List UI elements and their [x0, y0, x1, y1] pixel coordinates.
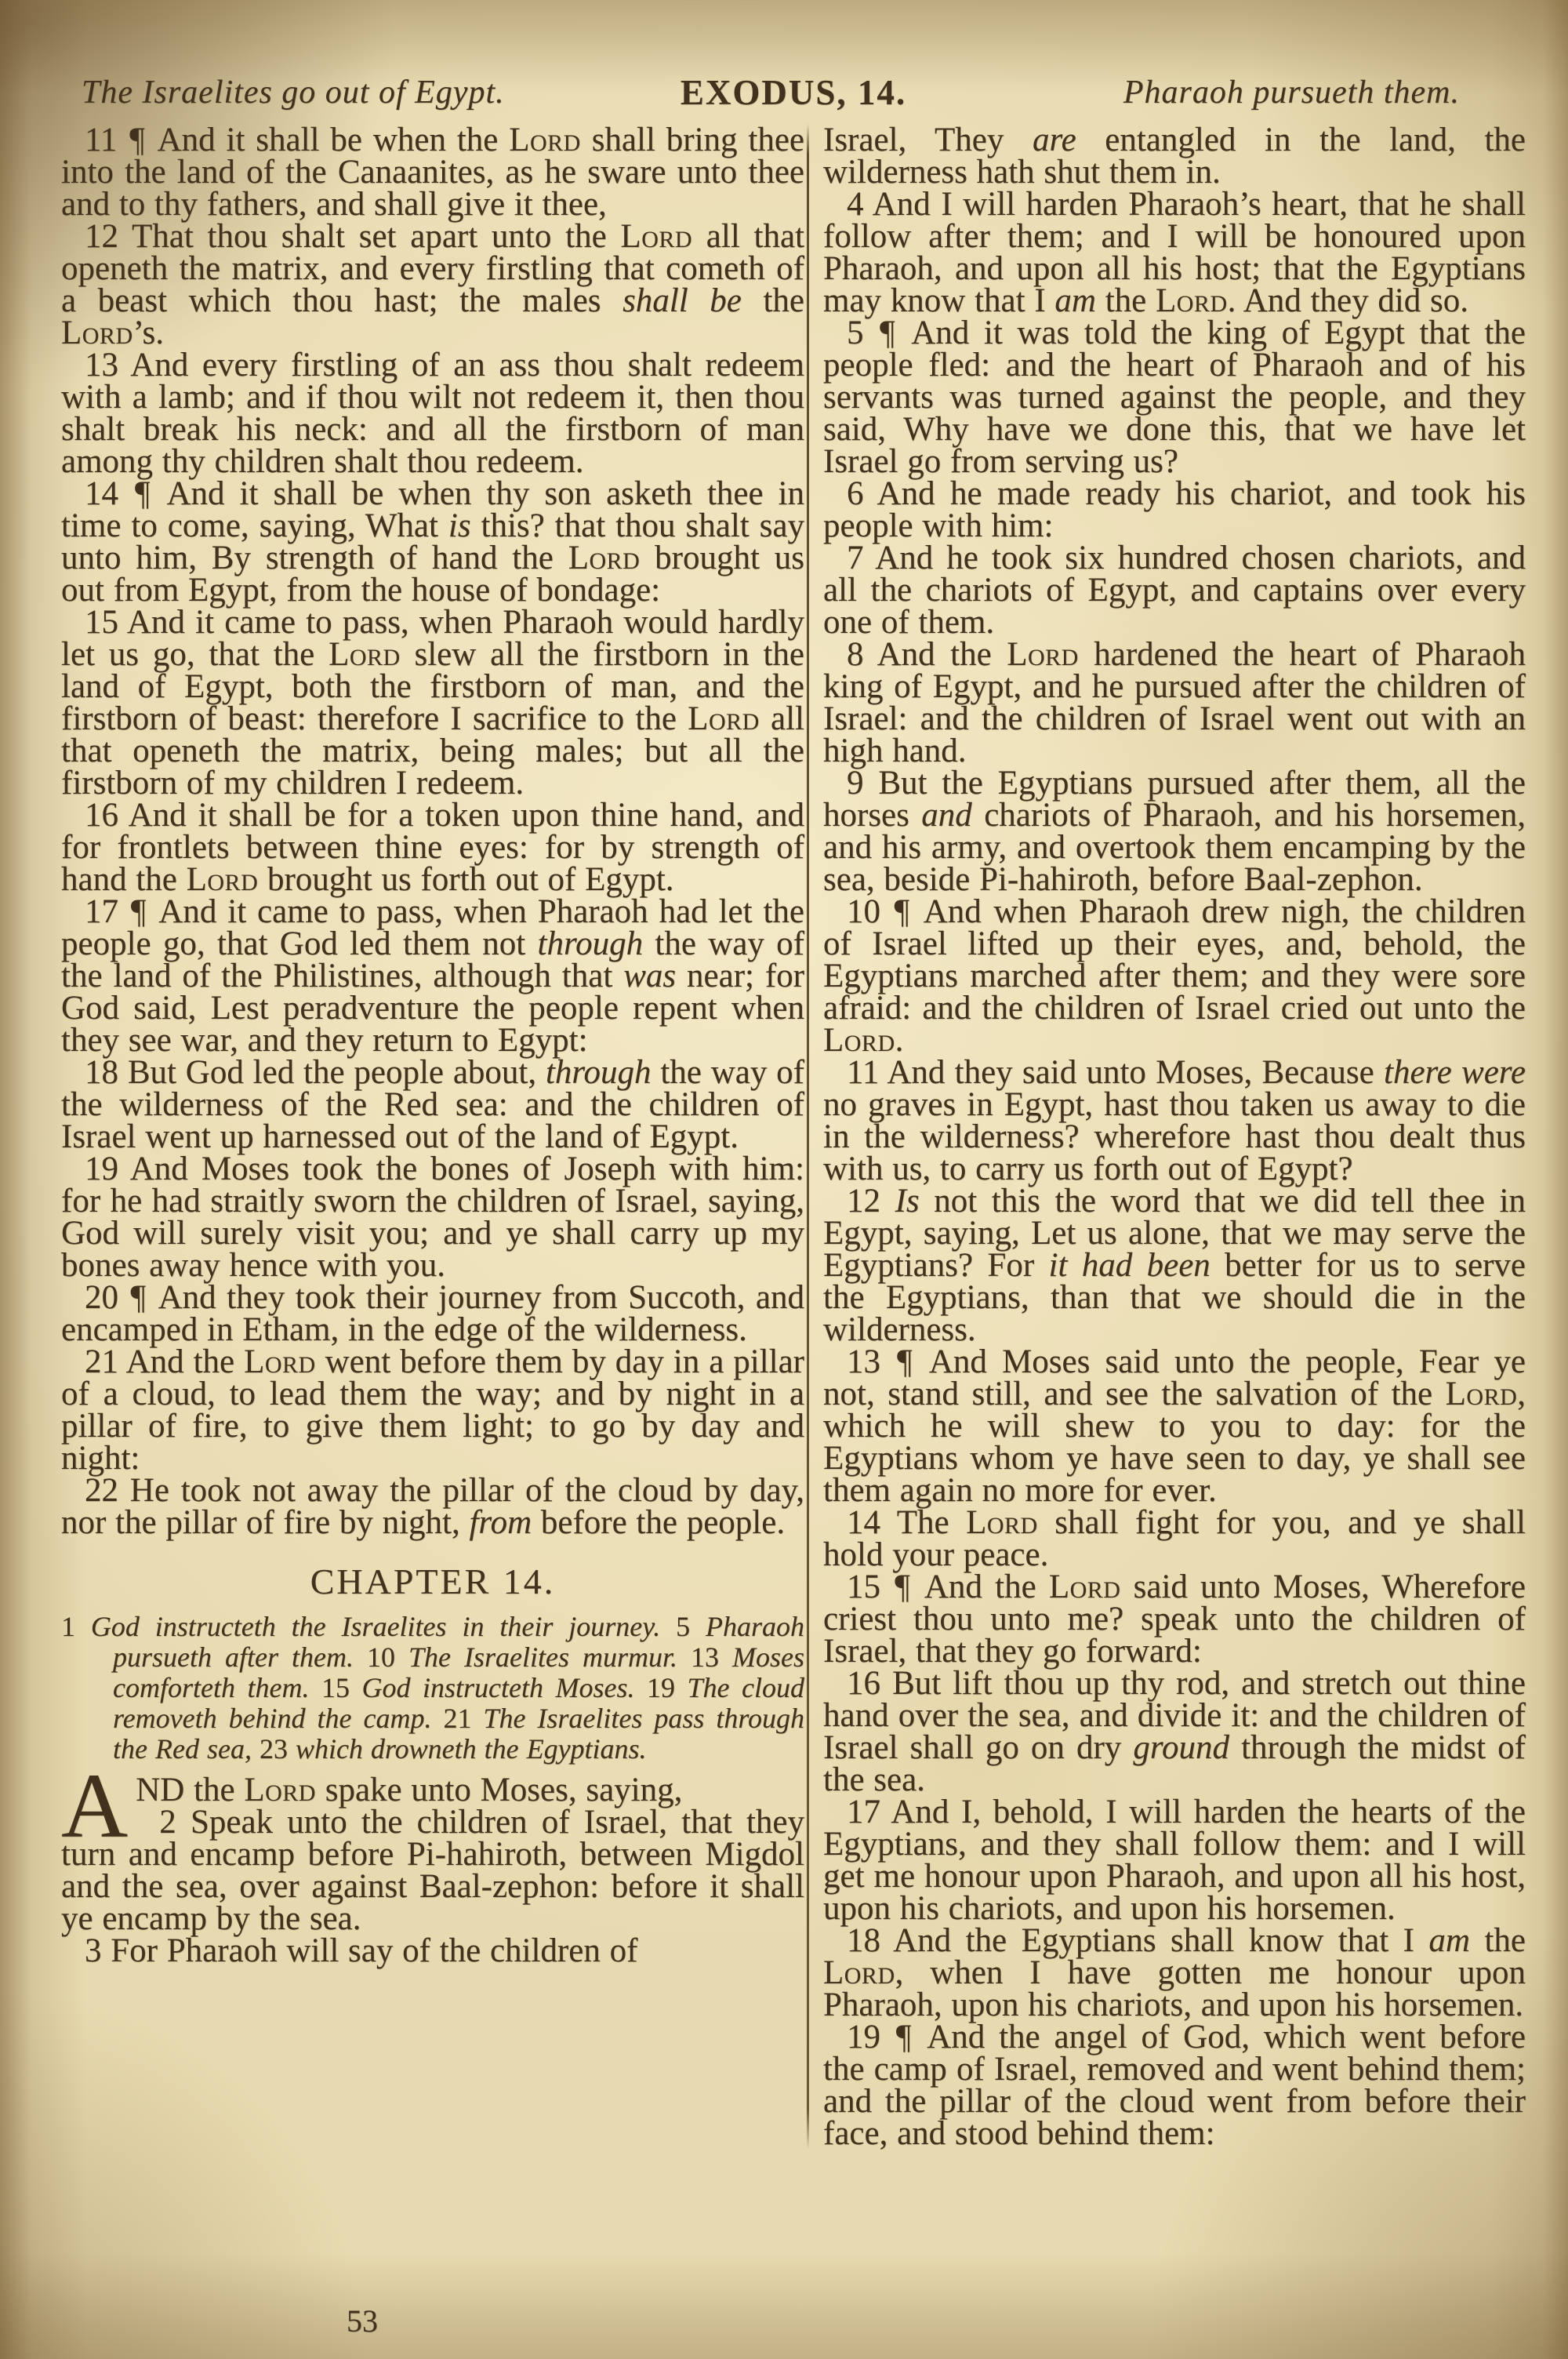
verse: 18 But God led the people about, through the way of the wilderness of the Red sea: and the children of Israel went up harnessed out of the land of Egypt. [61, 1054, 804, 1155]
verse: 15 And it came to pass, when Pharaoh would hardly let us go, that the Lord slew all the firstborn in the land of Egypt, both the firstborn of man, and the firstborn of beast: therefore I sacrifice to the Lord all that openeth the matrix, being males; but all the firstborn of my children I redeem. [61, 604, 804, 801]
pilcrow-mark: ¶ [882, 1343, 927, 1380]
pilcrow-mark: ¶ [120, 475, 165, 512]
verse-number: 9 [847, 765, 864, 801]
text-columns [61, 124, 1526, 2150]
verse-number: 16 [85, 797, 118, 834]
pilcrow-mark: ¶ [118, 122, 156, 158]
verse-number: 21 [85, 1343, 118, 1380]
verse-number: 4 [847, 186, 864, 223]
verse-number: 2 [159, 1804, 176, 1841]
verse-number: 13 [85, 347, 118, 383]
running-head-center: EXODUS, 14. [680, 73, 907, 112]
verse: 2 Speak unto the children of Israel, that they turn and encamp before Pi-hahiroth, between Migdol and the sea, over against Baal-zephon: before it shall ye encamp by the sea. [61, 1804, 804, 1937]
verse-number: 15 [85, 604, 118, 641]
verse: 8 And the Lord hardened the heart of Pharaoh king of Egypt, and he pursued after the children of Israel: and the children of Israel went out with an high hand. [823, 636, 1526, 769]
verse-number: 22 [85, 1472, 118, 1509]
lord-small-caps: Lord [244, 1772, 316, 1808]
verse: 10 ¶ And when Pharaoh drew nigh, the children of Israel lifted up their eyes, and, behold, the Egyptians marched after them; and they were sore afraid: and the children of Israel cried out unto the Lord. [823, 893, 1526, 1059]
verse-number: 11 [847, 1054, 880, 1091]
verse-number: 5 [847, 314, 864, 351]
verse: 9 But the Egyptians pursued after them, all the horses and chariots of Pharaoh, and his horsemen, and his army, and overtook them encamping by the sea, beside Pi-hahiroth, before Baal-zephon. [823, 765, 1526, 898]
verse-number: 7 [847, 540, 864, 576]
verse: 22 He took not away the pillar of the cloud by day, nor the pillar of fire by night, from before the people. [61, 1472, 804, 1541]
verse-number: 11 [85, 122, 118, 158]
chapter-summary: 1 God instructeth the Israelites in their journey. 5 Pharaoh pursueth after them. 10 The Israelites murmur. 13 Moses comforteth them. 15 God instructeth Moses. 19 The cloud removeth behind the camp. 21 The Israelites pass through the Red sea, 23 which drowneth the Egyptians. [61, 1611, 805, 1765]
verse: 4 And I will harden Pharaoh’s heart, that he shall follow after them; and I will be honoured upon Pharaoh, and upon all his host; that the Egyptians may know that I am the Lord. And they did so. [823, 186, 1526, 319]
verse: 17 And I, behold, I will harden the hearts of the Egyptians, and they shall follow them: and I will get me honour upon Pharaoh, and upon all his host, upon his chariots, and upon his horsemen. [823, 1794, 1526, 1927]
verse-number: 10 [847, 893, 880, 930]
verse: 12 Is not this the word that we did tell thee in Egypt, saying, Let us alone, that we may serve the Egyptians? For it had been better for us to serve the Egyptians, than that we should die in the wilderness. [823, 1183, 1526, 1348]
verse: 13 And every firstling of an ass thou shalt redeem with a lamb; and if thou wilt not redeem it, then thou shalt break his neck: and all the firstborn of man among thy children shalt thou redeem. [61, 347, 804, 480]
verse: 3 For Pharaoh will say of the children of [85, 1932, 638, 1969]
verse: 15 ¶ And the Lord said unto Moses, Wherefore criest thou unto me? speak unto the children of Israel, that they go forward: [823, 1568, 1526, 1670]
lord-small-caps: Lord [1156, 282, 1228, 319]
drop-cap-initial: A [61, 1754, 129, 1857]
verse: 14 ¶ And it shall be when thy son asketh thee in time to come, saying, What is this? that thou shalt say unto him, By strength of hand the Lord brought us out from Egypt, from the house of bondage: [61, 475, 805, 609]
verse-number: 19 [847, 2019, 880, 2055]
verse-number: 18 [847, 1922, 880, 1959]
pilcrow-mark: ¶ [882, 1568, 923, 1605]
page-number: 53 [347, 2303, 378, 2339]
running-head-left: The Israelites go out of Egypt. [82, 75, 505, 111]
continuation-text: Israel, They are entangled in the land, the wilderness hath shut them in. [823, 122, 1526, 191]
verse-number: 14 [847, 1504, 880, 1541]
verse-number: 15 [847, 1568, 880, 1605]
chapter-heading: CHAPTER 14. [310, 1561, 556, 1601]
verse: 5 ¶ And it was told the king of Egypt that the people fled: and the heart of Pharaoh and of his servants was turned against the people, and they said, Why have we done this, that we have let Israel go from serving us? [823, 314, 1526, 480]
lord-small-caps: Lord [61, 314, 133, 351]
lord-small-caps: Lord [823, 1022, 895, 1059]
verse: 16 But lift thou up thy rod, and stretch out thine hand over the sea, and divide it: and the children of Israel shall go on dry ground through the midst of the sea. [823, 1665, 1526, 1798]
verse: 18 And the Egyptians shall know that I am the Lord, when I have gotten me honour upon Pharaoh, upon his chariots, and upon his horsemen. [823, 1922, 1526, 2023]
verse: 20 ¶ And they took their journey from Succoth, and encamped in Etham, in the edge of the wilderness. [61, 1279, 805, 1348]
verse: 19 ¶ And the angel of God, which went before the camp of Israel, removed and went behind them; and the pillar of the cloud went from before their face, and stood behind them: [823, 2019, 1526, 2152]
lord-small-caps: Lord [186, 861, 259, 898]
verse: 7 And he took six hundred chosen chariots, and all the chariots of Egypt, and captains over every one of them. [823, 540, 1526, 641]
verse: 6 And he made ready his chariot, and took his people with him: [823, 475, 1526, 544]
verse-number: 16 [847, 1665, 880, 1702]
lord-small-caps: Lord [509, 122, 581, 158]
pilcrow-mark: ¶ [120, 1279, 157, 1316]
lord-small-caps: Lord [244, 1343, 316, 1380]
lord-small-caps: Lord [1445, 1376, 1518, 1412]
pilcrow-mark: ¶ [120, 893, 158, 930]
verse: 19 And Moses took the bones of Joseph with him: for he had straitly sworn the children of Israel, saying, God will surely visit you; and ye shall carry up my bones away hence with you. [61, 1150, 804, 1284]
lord-small-caps: Lord [688, 700, 760, 737]
verse-number: 13 [847, 1343, 880, 1380]
lord-small-caps: Lord [1007, 636, 1079, 673]
verse: 14 The Lord shall fight for you, and ye shall hold your peace. [823, 1504, 1526, 1573]
verse: 16 And it shall be for a token upon thine hand, and for frontlets between thine eyes: for by strength of hand the Lord brought us forth out of Egypt. [61, 797, 804, 898]
verse: 13 ¶ And Moses said unto the people, Fear ye not, stand still, and see the salvation of the Lord, which he will shew to you to day: for the Egyptians whom ye have seen to day, ye shall see them again no more for ever. [823, 1343, 1526, 1509]
lord-small-caps: Lord [620, 218, 693, 255]
verse-number: 14 [85, 475, 118, 512]
running-head [61, 72, 1526, 114]
verse-number: 6 [847, 475, 864, 512]
lord-small-caps: Lord [1048, 1568, 1121, 1605]
verse-number: 8 [847, 636, 864, 673]
lord-small-caps: Lord [823, 1954, 895, 1991]
pilcrow-mark: ¶ [865, 314, 910, 351]
running-head-right: Pharaoh pursueth them. [1123, 75, 1460, 111]
verse-number: 17 [847, 1794, 880, 1830]
verse-number: 12 [85, 218, 118, 255]
verse-number: 19 [85, 1150, 118, 1187]
pilcrow-mark: ¶ [882, 893, 922, 930]
verse-number: 18 [85, 1054, 118, 1091]
verse-number: 20 [85, 1279, 118, 1316]
verse-number: 3 [85, 1932, 102, 1969]
verse: 11 And they said unto Moses, Because there were no graves in Egypt, hast thou taken us away to die in the wilderness? wherefore hast thou dealt thus with us, to carry us forth out of Egypt? [823, 1054, 1526, 1187]
left-column [61, 124, 804, 2150]
verse: 12 That thou shalt set apart unto the Lord all that openeth the matrix, and every firstling that cometh of a beast which thou hast; the males shall be the Lord’s. [61, 218, 804, 351]
verse: 17 ¶ And it came to pass, when Pharaoh had let the people go, that God led them not through the way of the land of the Philistines, although that was near; for God said, Lest peradventure the people repent when they see war, and they return to Egypt: [61, 893, 805, 1059]
lord-small-caps: Lord [966, 1504, 1038, 1541]
verse: 21 And the Lord went before them by day in a pillar of a cloud, to lead them the way; and by night in a pillar of fire, to give them light; to go by day and night: [61, 1343, 804, 1477]
lord-small-caps: Lord [568, 540, 641, 576]
right-column [809, 124, 1526, 2150]
lord-small-caps: Lord [328, 636, 401, 673]
verse: AND the Lord spake unto Moses, saying, [61, 1754, 683, 1857]
verse-number: 17 [85, 893, 118, 930]
verse: 11 ¶ And it shall be when the Lord shall bring thee into the land of the Canaanites, as he sware unto thee and to thy fathers, and shall give it thee, [61, 122, 805, 223]
pilcrow-mark: ¶ [882, 2019, 926, 2055]
verse-number: 12 [847, 1183, 880, 1219]
